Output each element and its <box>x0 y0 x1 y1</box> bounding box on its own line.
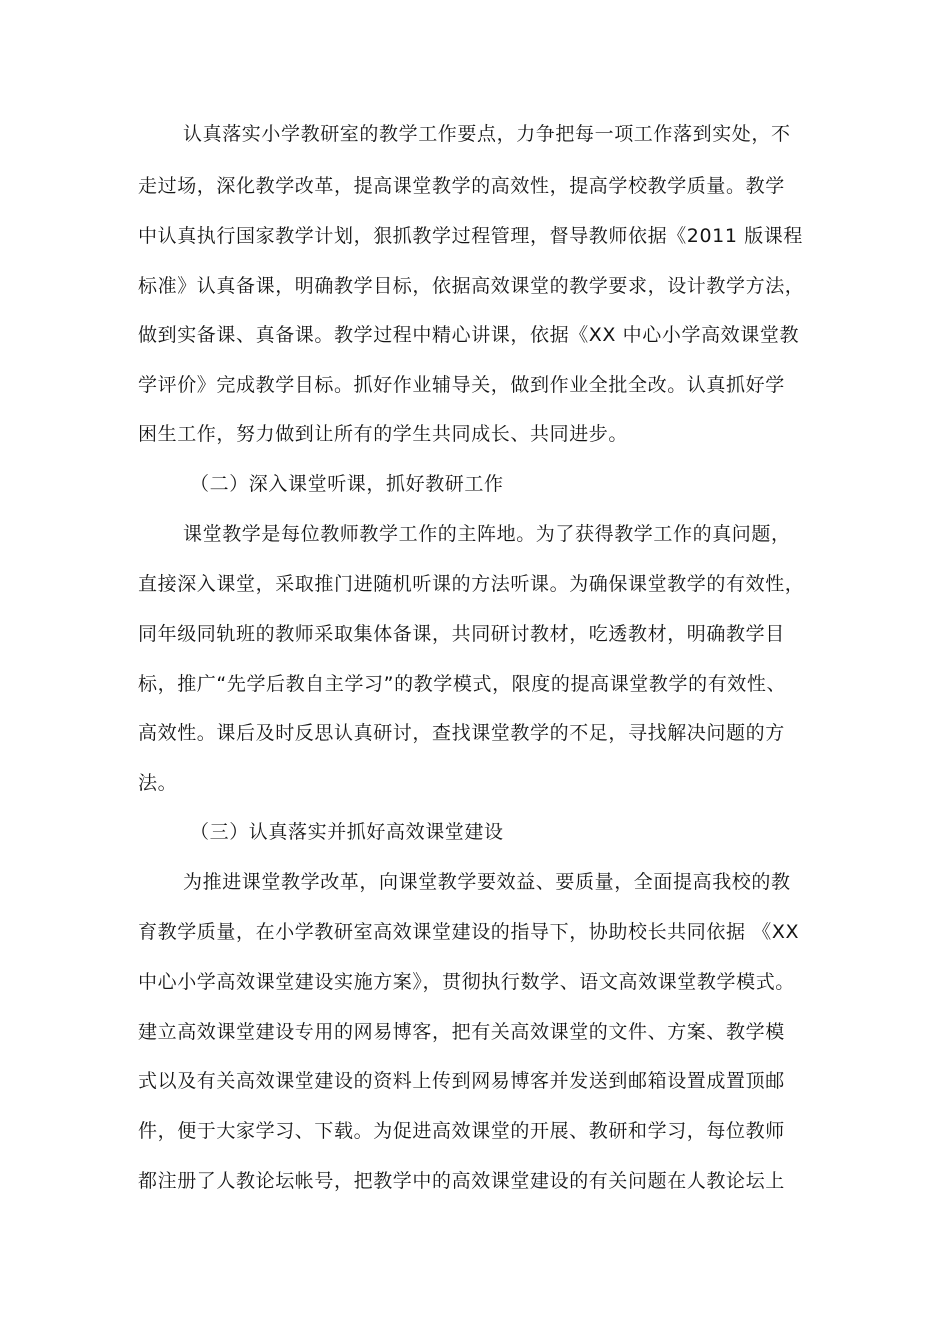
paragraph-line: 都注册了人教论坛帐号，把教学中的高效课堂建设的有关问题在人教论坛上 <box>138 1170 785 1192</box>
paragraph-line: 式以及有关高效课堂建设的资料上传到网易博客并发送到邮箱设置成置顶邮 <box>138 1070 785 1092</box>
paragraph-line: 做到实备课、真备课。教学过程中精心讲课，依据《XX 中心小学高效课堂教 <box>138 324 800 346</box>
paragraph-line: 课堂教学是每位教师教学工作的主阵地。为了获得教学工作的真问题， <box>183 523 791 545</box>
paragraph-line: 同年级同轨班的教师采取集体备课，共同研讨教材，吃透教材，明确教学目 <box>138 623 785 645</box>
paragraph-line: 认真落实小学教研室的教学工作要点，力争把每一项工作落到实处，不 <box>183 123 791 145</box>
paragraph-line: 标准》认真备课，明确教学目标，依据高效课堂的教学要求，设计教学方法， <box>138 275 805 297</box>
section-heading-2: （二）深入课堂听课，抓好教研工作 <box>190 473 504 495</box>
paragraph-line: 学评价》完成教学目标。抓好作业辅导关，做到作业全批全改。认真抓好学 <box>138 374 785 396</box>
paragraph-line: 中认真执行国家教学计划，狠抓教学过程管理，督导教师依据《2011 版课程 <box>138 225 803 247</box>
paragraph-line: 育教学质量，在小学教研室高效课堂建设的指导下，协助校长共同依据 《XX <box>138 921 800 943</box>
paragraph-line: 标，推广“先学后教自主学习”的教学模式，限度的提高课堂教学的有效性、 <box>138 673 787 695</box>
paragraph-line: 法。 <box>138 772 178 794</box>
paragraph-line: 件，便于大家学习、下载。为促进高效课堂的开展、教研和学习，每位教师 <box>138 1120 785 1142</box>
paragraph-line: 直接深入课堂，采取推门进随机听课的方法听课。为确保课堂教学的有效性， <box>138 573 805 595</box>
paragraph-line: 走过场，深化教学改革，提高课堂教学的高效性，提高学校教学质量。教学 <box>138 175 785 197</box>
paragraph-line: 建立高效课堂建设专用的网易博客，把有关高效课堂的文件、方案、教学模 <box>138 1021 785 1043</box>
paragraph-line: 高效性。课后及时反思认真研讨，查找课堂教学的不足，寻找解决问题的方 <box>138 722 785 744</box>
paragraph-line: 为推进课堂教学改革，向课堂教学要效益、要质量，全面提高我校的教 <box>183 871 791 893</box>
paragraph-line: 中心小学高效课堂建设实施方案》，贯彻执行数学、语文高效课堂教学模式。 <box>138 971 795 993</box>
section-heading-3: （三）认真落实并抓好高效课堂建设 <box>190 821 504 843</box>
paragraph-line: 困生工作，努力做到让所有的学生共同成长、共同进步。 <box>138 423 629 445</box>
